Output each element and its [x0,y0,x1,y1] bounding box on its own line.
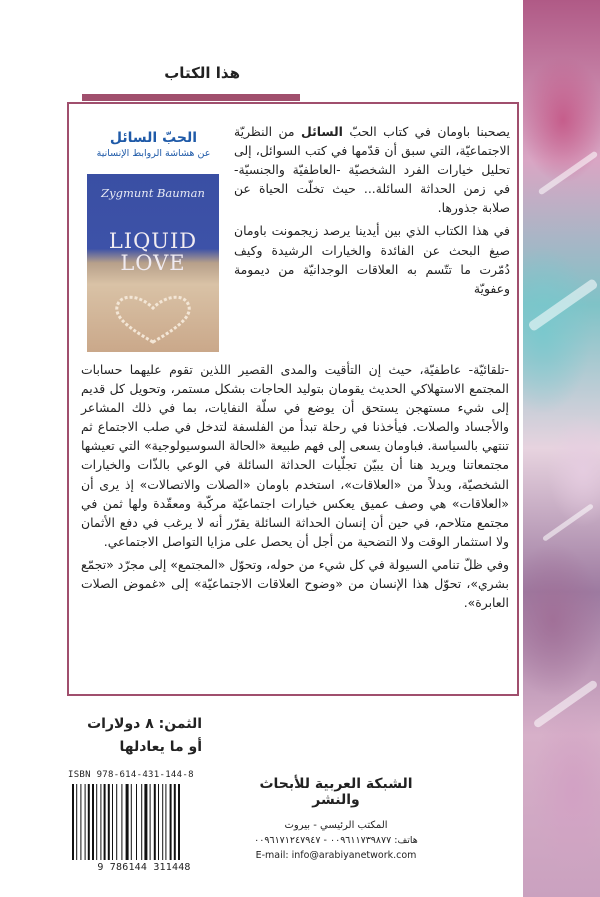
barcode-bar [162,784,163,860]
paragraph-2-top: في هذا الكتاب الذي بين أيدينا يرصد زيجمونت باومان صيغ البحث عن الفائدة والخيارات الرشيدة وكيف دُمّرت ما تتّسم به العلاقات الوجدانيّة من ديمومة وعفويّة [234,223,510,296]
barcode-bar [144,784,147,860]
barcode-bar [116,784,117,860]
book-subtitle-arabic: عن هشاشة الروابط الإنسانية [96,148,211,159]
barcode-bar [72,784,74,860]
title-accent-bar [82,94,300,101]
barcode-bar [104,784,106,860]
barcode-bar [170,784,172,860]
barcode-bar [158,784,159,860]
barcode-bar [88,784,90,860]
price-label: الثمن: ٨ دولارات [87,716,202,732]
barcode-bar [178,784,180,860]
barcode-bar [112,784,113,860]
isbn-block [68,770,220,876]
barcode-bar [165,784,166,860]
section-title: هذا الكتاب [164,64,240,82]
barcode-bar [174,784,176,860]
publisher-office: المكتب الرئيسي - بيروت [284,820,388,831]
cover-author: Zygmunt Bauman [101,186,205,200]
publisher-email: E-mail: info@arabiyanetwork.com [255,850,417,861]
publisher-name: الشبكة العربية للأبحاث والنشر [259,776,413,808]
book-title-arabic: الحبّ السائل [109,130,198,146]
description-body [81,360,509,616]
book-cover-thumbnail [81,124,226,358]
price-equivalent: أو ما يعادلها [119,739,202,755]
content-frame [67,102,519,696]
paragraph-1-body: من النظريّة الاجتماعيّة، التي سبق أن قدّمها في كتب السوائل، إلى تحليل خيارات الفرد الشخصيّة -العاطفيّة والجنسيّة- في زمن الحداثة السائلة... حيث تخلّت الحياة عن صلابة جذورها. [234,124,510,216]
cover-art-strip [523,0,600,897]
isbn-text: ISBN 978-614-431-144-8 [68,770,194,780]
barcode-bar [85,784,86,860]
barcode-bar [80,784,81,860]
paragraph-1 [234,122,510,217]
barcode-bar [76,784,77,860]
paragraph-3: وفي ظلّ تنامي السيولة في كل شيء من حوله، وتحوّل «المجتمع» إلى مجرّد «تجمّع بشري»، تحوّل هذا الإنسان من «وضوح العلاقات الاجتماعيّة» إلى «غموض الصلات العابرة». [81,556,509,611]
barcode-bar [121,784,122,860]
barcode-bar [100,784,101,860]
cover-title-english [87,230,219,274]
barcode-bar [141,784,142,860]
sand-heart-icon [105,292,201,348]
paragraph-1-bold: السائل [301,124,343,139]
barcode-bar [150,784,151,860]
publisher-phone: هاتف: ٠٠٩٦١١٧٣٩٨٧٧ - ٠٠٩٦١٧١٢٤٧٩٤٧ [254,835,418,846]
cover-title-line-1: LIQUID [108,229,198,253]
cover-title-line-2: LOVE [120,251,186,275]
cover-image [87,174,219,352]
barcode-bar [154,784,156,860]
barcode-icon [68,784,220,860]
barcode-bar [136,784,137,860]
description-intro [234,122,510,302]
barcode-digits: 9 786144 311448 [97,862,191,873]
barcode-bar [92,784,94,860]
paragraph-2-rest: -تلقائيّة- عاطفيّة، حيث إن التأقيت والمدى القصير اللذين تقوم عليهما حسابات المجتمع الاستهلاكي الحديث يقومان بتوليد الحاجات بشكل مستمر، وتحويل كل قديم إلى شيء مستهجن يستحق أن يوضع في سلّة النفايات، بما في ذلك المشاعر والأجساد والصلات. فيأخذنا في رحلة تبدأ من الفلسفة لتدخل في صلب الاجتماع ثم تنتهي بالسياسة. فباومان يسعى إلى فهم طبيعة «الحالة السوسيولوجية» التي تعيشها مجتمعاتنا ويريد هنا أن يبيّن تجلّيات الحداثة السائلة في الوعي بالذّات والخيارات الشخصيّة، وبدلاً من «العلاقات»، استخدم باومان «الصلات والاتصالات» إذ يرى أن «العلاقات» هي وصف عميق يعكس خيارات اجتماعيّة مركّبة ومعقّدة ولها ثمن في مجتمع متلاحم، في حين أن إنسان الحداثة السائلة يقرّر أنه لا يرغب في دفع الأثمان ولا استثمار الوقت ولا التضحية من أجل أن يحصل على مزايا التواصل الاجتماعي. [81,362,509,549]
barcode-bar [108,784,110,860]
publisher-block [236,776,436,861]
barcode-bar [131,784,132,860]
barcode-bar [126,784,129,860]
barcode-bar [96,784,97,860]
paragraph-1-lead: يصحبنا باومان في كتاب الحبّ [349,124,510,139]
